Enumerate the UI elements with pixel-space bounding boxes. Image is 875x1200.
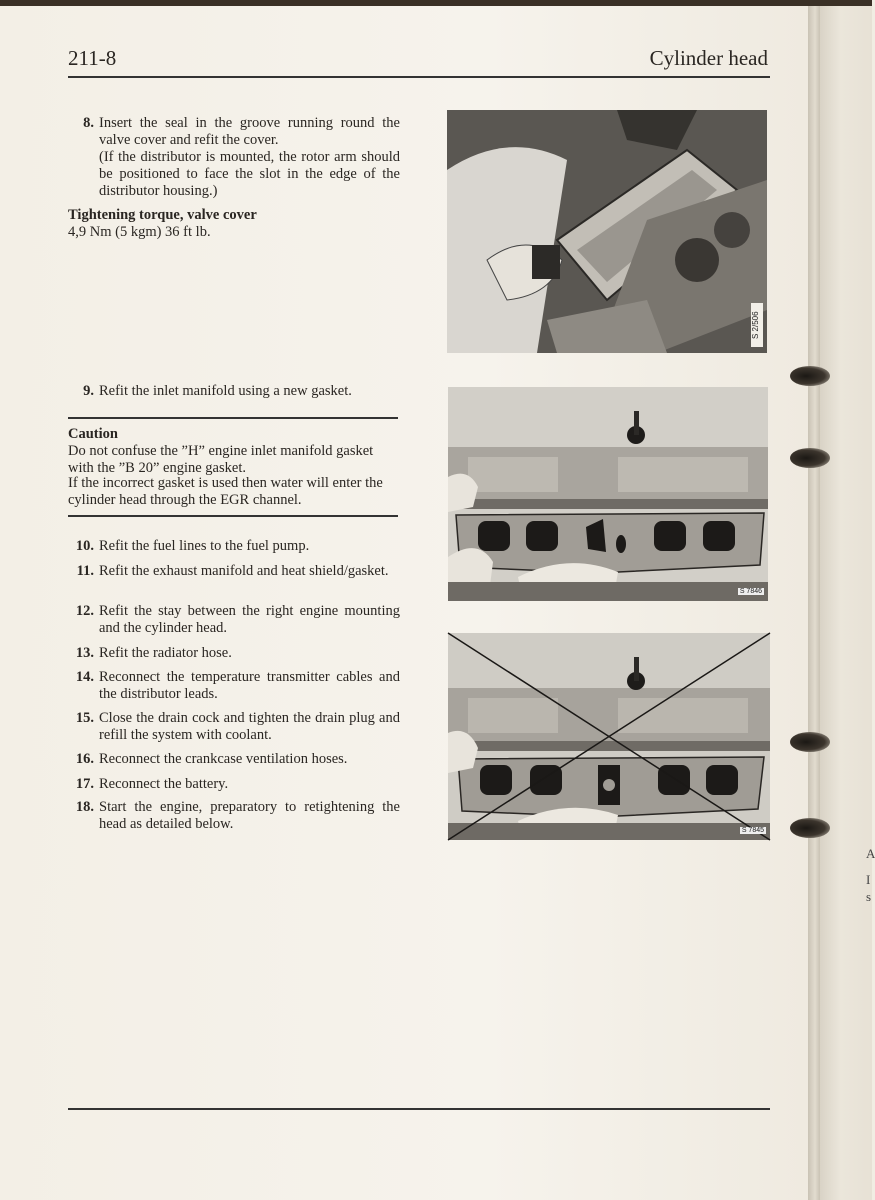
- step-number: 16.: [75, 751, 94, 767]
- photo-code: S 7845: [741, 827, 764, 834]
- step-text: Reconnect the battery.: [99, 776, 229, 792]
- step-text: Reconnect the temperature transmitter cables and the distributor leads.: [99, 669, 400, 702]
- step-16: [68, 751, 400, 768]
- caution-text-1: Do not confuse the ”H” engine inlet manifold gasket with the ”B 20” engine gasket.: [68, 443, 374, 476]
- caution-rule-bottom: [68, 515, 398, 517]
- photo-valve-cover-drawing: [447, 110, 767, 353]
- step-text: Close the drain cock and tighten the drain plug and refill the system with coolant.: [99, 710, 400, 743]
- next-page-fragment: s: [866, 889, 872, 904]
- step-number: 15.: [75, 710, 94, 726]
- step-text: Refit the exhaust manifold and heat shield/gasket.: [99, 563, 389, 579]
- binder-hole: [790, 818, 830, 838]
- step-text: Refit the radiator hose.: [99, 645, 232, 661]
- step-13: [68, 645, 400, 662]
- top-shadow: [0, 0, 872, 6]
- step-number: 13.: [75, 645, 94, 661]
- step-number: 18.: [75, 799, 94, 815]
- binder-hole: [790, 448, 830, 468]
- step-number: 17.: [75, 776, 94, 792]
- step-17: [68, 776, 400, 793]
- step-10: [68, 538, 400, 555]
- header-rule: [68, 76, 770, 78]
- step-number: 11.: [76, 563, 94, 579]
- step-12: [68, 603, 400, 637]
- torque-heading: Tightening torque, valve cover: [68, 207, 257, 223]
- step-15: [68, 710, 400, 744]
- step-8: [68, 115, 400, 200]
- photo-incorrect-gasket: [448, 633, 770, 840]
- step-number: 10.: [75, 538, 94, 554]
- step-14: [68, 669, 400, 703]
- next-page-fragment: I: [866, 872, 871, 887]
- photo-correct-gasket-drawing: [448, 387, 768, 601]
- step-number: 8.: [83, 115, 94, 131]
- step-18: [68, 799, 400, 833]
- footer-rule: [68, 1108, 770, 1110]
- step-text: Refit the stay between the right engine mounting and the cylinder head.: [99, 603, 400, 636]
- step-number: 12.: [75, 603, 94, 619]
- step-text: Insert the seal in the groove running round the valve cover and refit the cover.: [99, 115, 400, 148]
- photo-correct-gasket: [448, 387, 768, 601]
- binder-hole: [790, 732, 830, 752]
- photo-valve-cover: [447, 110, 767, 353]
- step-number: 14.: [75, 669, 94, 685]
- step-text: Refit the fuel lines to the fuel pump.: [99, 538, 310, 554]
- photo-code: S 7846: [739, 588, 762, 595]
- photo-code: S 2/506: [751, 303, 763, 347]
- next-page-strip: [820, 0, 872, 1200]
- step-note: (If the distributor is mounted, the rotor arm should be positioned to face the slot in the edge of the distributor housing.): [99, 149, 400, 199]
- step-number: 9.: [83, 383, 94, 399]
- step-9: [68, 383, 400, 400]
- binder-hole: [790, 366, 830, 386]
- section-title: Cylinder head: [649, 46, 768, 70]
- next-page-fragment: A: [866, 846, 875, 861]
- caution-text-2: If the incorrect gasket is used then water will enter the cylinder head through the EGR channel.: [68, 475, 383, 508]
- caution-rule-top: [68, 417, 398, 419]
- step-text: Start the engine, preparatory to retightening the head as detailed below.: [99, 799, 400, 832]
- torque-value: 4,9 Nm (5 kgm) 36 ft lb.: [68, 224, 211, 240]
- step-text: Reconnect the crankcase ventilation hoses.: [99, 751, 348, 767]
- caution-heading: Caution: [68, 426, 118, 442]
- step-text: Refit the inlet manifold using a new gasket.: [99, 383, 352, 399]
- step-11: [68, 563, 400, 580]
- photo-incorrect-gasket-drawing: [448, 633, 770, 840]
- page-number: 211-8: [68, 46, 117, 70]
